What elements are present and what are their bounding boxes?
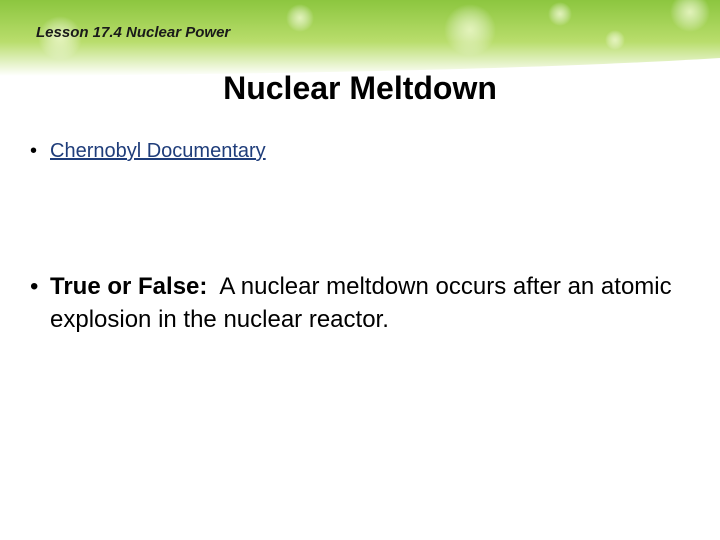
bullet-item-documentary [30, 136, 690, 166]
chernobyl-documentary-link[interactable]: Chernobyl Documentary [50, 140, 266, 162]
bullet-marker: • [30, 140, 38, 162]
slide-title: Nuclear Meltdown [223, 70, 497, 106]
bullet-list [30, 136, 690, 336]
bullet-item-true-false [30, 270, 690, 336]
true-false-label: True or False: [50, 273, 208, 300]
bullet-marker: • [30, 273, 39, 300]
true-false-statement: A nuclear meltdown occurs after an atomic explosion in the nuclear reactor. [50, 273, 679, 333]
lesson-label: Lesson 17.4 Nuclear Power [36, 24, 231, 41]
